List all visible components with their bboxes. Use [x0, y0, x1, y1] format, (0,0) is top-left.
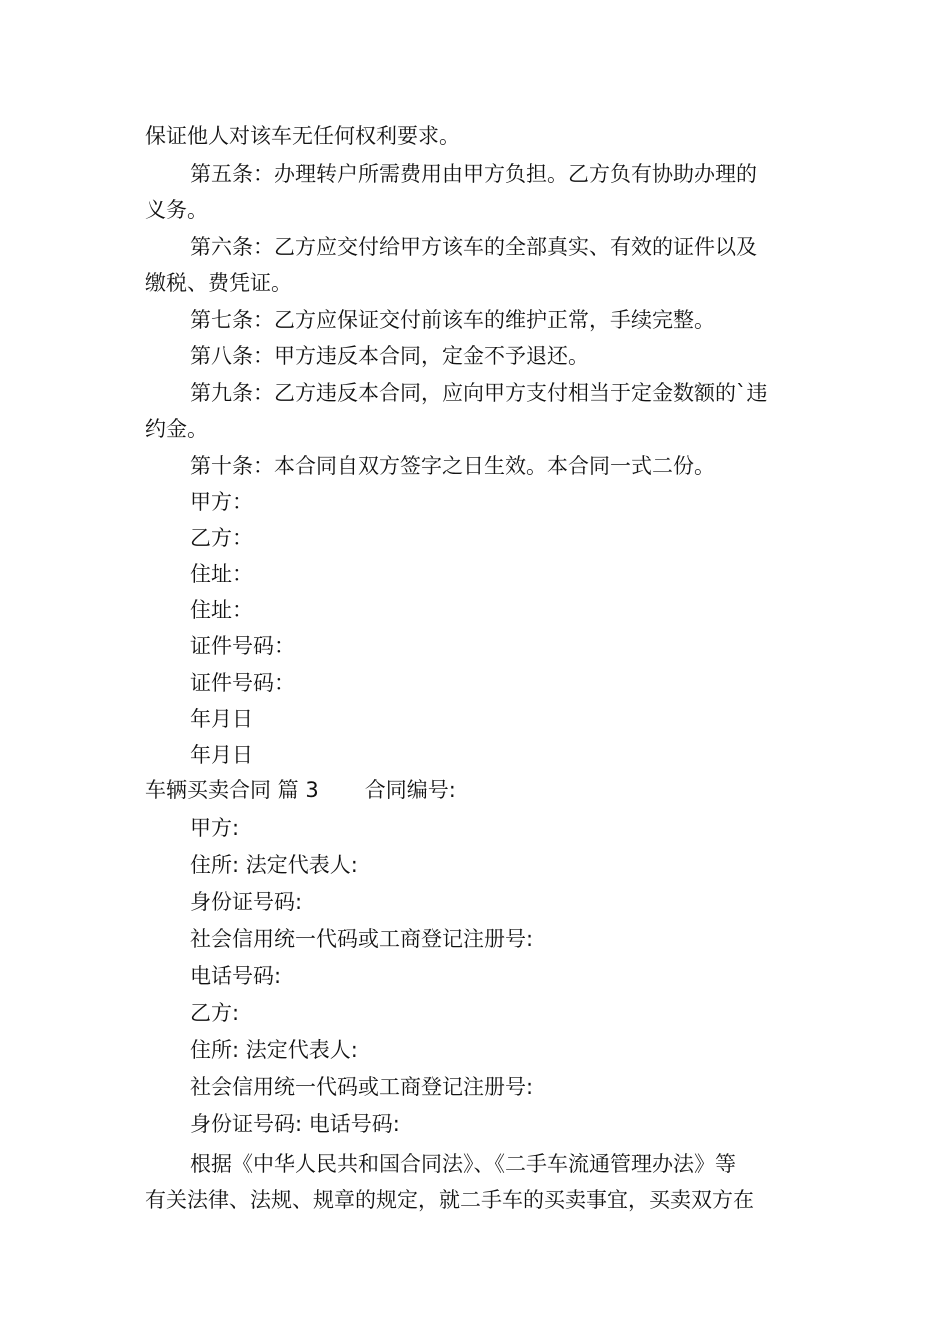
- text-line: 保证他人对该车无任何权利要求。: [145, 124, 460, 148]
- clause-5: 第五条：办理转户所需费用由甲方负担。乙方负有协助办理的: [190, 162, 757, 186]
- id-number-label: 证件号码：: [190, 634, 295, 658]
- section-heading: [145, 776, 456, 804]
- address-label: 住址：: [190, 562, 253, 586]
- text-line: 约金。: [145, 417, 208, 441]
- text-line: 缴税、费凭证。: [145, 271, 292, 295]
- clause-6: 第六条：乙方应交付给甲方该车的全部真实、有效的证件以及: [190, 235, 757, 259]
- address-representative-label: 住所: 法定代表人:: [190, 853, 358, 877]
- clause-9: 第九条：乙方违反本合同，应向甲方支付相当于定金数额的`违: [190, 381, 768, 405]
- credit-code-label: 社会信用统一代码或工商登记注册号:: [190, 1075, 534, 1099]
- preamble-paragraph: 有关法律、法规、规章的规定，就二手车的买卖事宜，买卖双方在: [145, 1188, 754, 1212]
- party-b-label: 乙方:: [190, 1001, 240, 1025]
- section-title: 车辆买卖合同 篇 3: [145, 778, 319, 802]
- id-number-label: 证件号码：: [190, 671, 295, 695]
- address-label: 住址：: [190, 598, 253, 622]
- credit-code-label: 社会信用统一代码或工商登记注册号:: [190, 927, 534, 951]
- party-b-label: 乙方：: [190, 526, 253, 550]
- date-label: 年月日: [190, 743, 253, 767]
- address-representative-label: 住所: 法定代表人:: [190, 1038, 358, 1062]
- contract-number-label: 合同编号:: [364, 778, 456, 802]
- text-line: 义务。: [145, 198, 208, 222]
- id-card-label: 身份证号码:: [190, 890, 303, 914]
- clause-10: 第十条：本合同自双方签字之日生效。本合同一式二份。: [190, 454, 715, 478]
- party-a-label: 甲方:: [190, 816, 240, 840]
- phone-label: 电话号码:: [190, 964, 282, 988]
- clause-8: 第八条：甲方违反本合同，定金不予退还。: [190, 344, 589, 368]
- preamble-paragraph: 根据《中华人民共和国合同法》、《二手车流通管理办法》等: [190, 1152, 736, 1176]
- clause-7: 第七条：乙方应保证交付前该车的维护正常，手续完整。: [190, 308, 715, 332]
- date-label: 年月日: [190, 707, 253, 731]
- party-a-label: 甲方：: [190, 490, 253, 514]
- id-phone-label: 身份证号码: 电话号码:: [190, 1112, 400, 1136]
